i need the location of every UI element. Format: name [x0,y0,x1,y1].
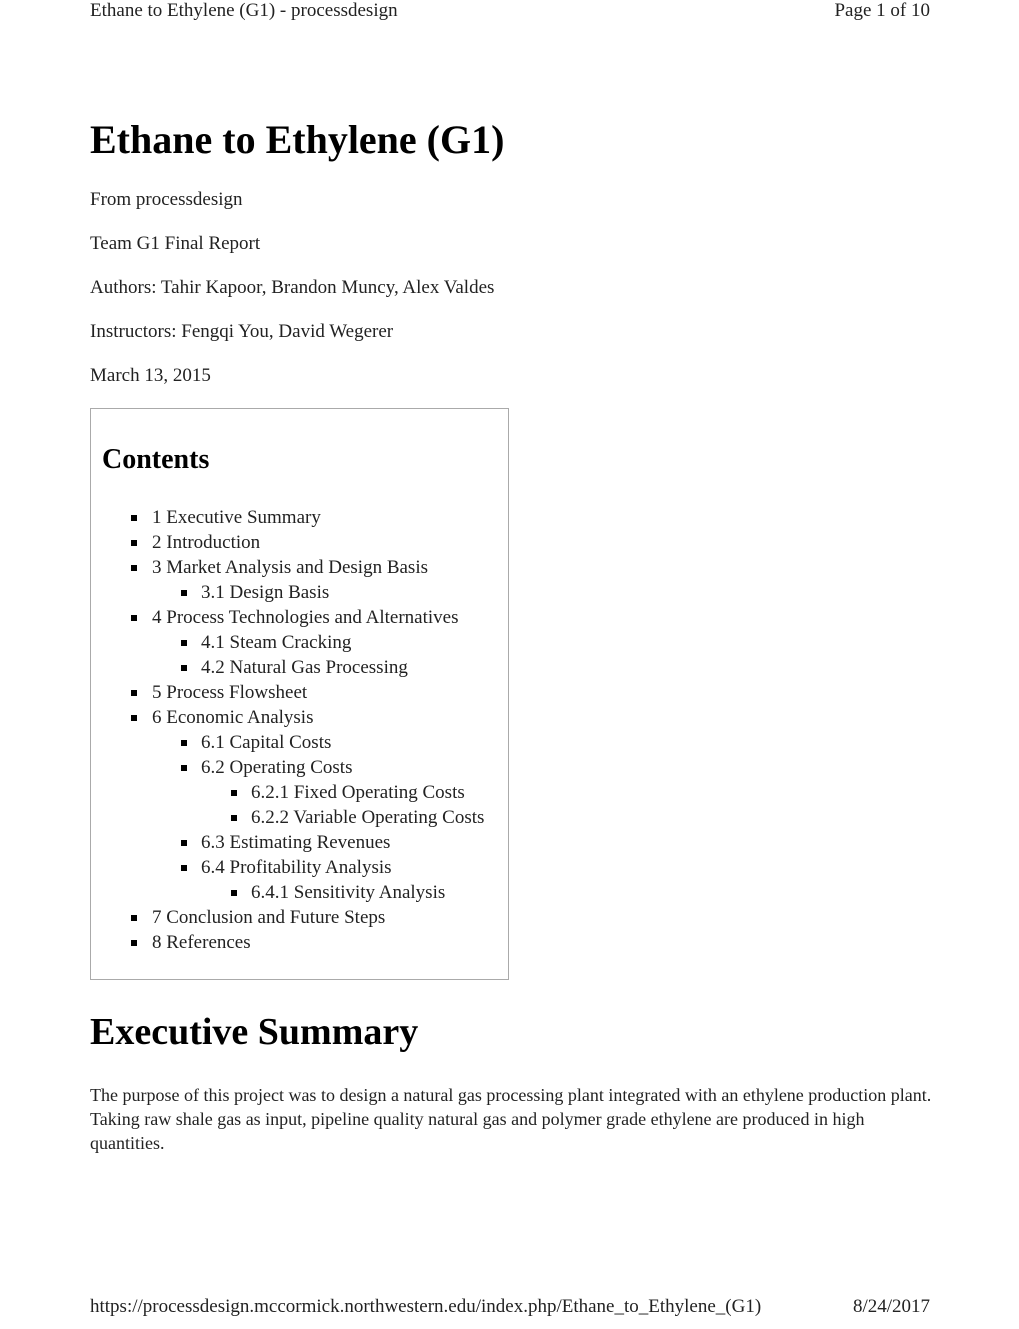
toc-item[interactable] [91,780,508,805]
bullet-icon [181,865,187,871]
toc-title: Contents [102,444,210,475]
toc-item[interactable] [91,805,508,830]
toc-item-label[interactable]: 4 Process Technologies and Alternatives [152,607,459,628]
toc-item[interactable] [91,605,508,630]
bullet-icon [131,615,137,621]
bullet-icon [131,690,137,696]
toc-item-label[interactable]: 6 Economic Analysis [152,707,314,728]
toc-item[interactable] [91,830,508,855]
toc-item[interactable] [91,555,508,580]
bullet-icon [181,590,187,596]
toc-item-label[interactable]: 4.2 Natural Gas Processing [201,657,408,678]
page-indicator: Page 1 of 10 [834,0,930,21]
toc-list [91,505,508,955]
toc-item[interactable] [91,530,508,555]
table-of-contents [90,408,509,980]
toc-item[interactable] [91,930,508,955]
toc-item-label[interactable]: 3.1 Design Basis [201,582,330,603]
toc-item[interactable] [91,680,508,705]
toc-item-label[interactable]: 2 Introduction [152,532,261,553]
toc-item[interactable] [91,580,508,605]
toc-item-label[interactable]: 6.1 Capital Costs [201,732,332,753]
bullet-icon [181,665,187,671]
bullet-icon [231,815,237,821]
toc-item[interactable] [91,630,508,655]
toc-item[interactable] [91,505,508,530]
toc-item[interactable] [91,755,508,780]
source-line: From processdesign [90,189,243,210]
toc-item-label[interactable]: 6.3 Estimating Revenues [201,832,391,853]
bullet-icon [231,790,237,796]
report-subtitle: Team G1 Final Report [90,233,261,254]
toc-item-label[interactable]: 6.2 Operating Costs [201,757,353,778]
date-line: March 13, 2015 [90,365,211,386]
bullet-icon [131,715,137,721]
toc-item-label[interactable]: 6.2.1 Fixed Operating Costs [251,782,465,803]
print-footer-date: 8/24/2017 [852,1296,930,1317]
toc-item-label[interactable]: 3 Market Analysis and Design Basis [152,557,429,578]
bullet-icon [131,940,137,946]
toc-item[interactable] [91,730,508,755]
toc-item-label[interactable]: 5 Process Flowsheet [152,682,308,703]
bullet-icon [131,915,137,921]
bullet-icon [131,515,137,521]
toc-item-label[interactable]: 6.2.2 Variable Operating Costs [251,807,485,828]
executive-summary-paragraph: The purpose of this project was to design a natural gas processing plant integrated with an ethylene production plant. Taking raw shale gas as input, pipeline quality natural gas and polymer grade ethylene are produced in high quantities. [90,1085,932,1153]
bullet-icon [181,640,187,646]
bullet-icon [181,740,187,746]
toc-item-label[interactable]: 6.4.1 Sensitivity Analysis [251,882,446,903]
bullet-icon [181,765,187,771]
print-header-title: Ethane to Ethylene (G1) - processdesign [90,0,398,21]
toc-item[interactable] [91,880,508,905]
bullet-icon [181,840,187,846]
bullet-icon [131,565,137,571]
instructors-line: Instructors: Fengqi You, David Wegerer [90,321,394,342]
toc-item[interactable] [91,905,508,930]
toc-item-label[interactable]: 8 References [152,932,251,953]
bullet-icon [131,540,137,546]
bullet-icon [231,890,237,896]
toc-item-label[interactable]: 6.4 Profitability Analysis [201,857,392,878]
section-heading-executive-summary: Executive Summary [90,1011,419,1053]
print-footer-url: https://processdesign.mccormick.northwestern.edu/index.php/Ethane_to_Ethylene_(G1) [90,1296,762,1317]
toc-item-label[interactable]: 1 Executive Summary [152,507,321,528]
toc-item[interactable] [91,655,508,680]
toc-item[interactable] [91,705,508,730]
page-title: Ethane to Ethylene (G1) [90,117,505,162]
authors-line: Authors: Tahir Kapoor, Brandon Muncy, Alex Valdes [90,277,495,298]
toc-item[interactable] [91,855,508,880]
toc-item-label[interactable]: 4.1 Steam Cracking [201,632,352,653]
toc-item-label[interactable]: 7 Conclusion and Future Steps [152,907,386,928]
